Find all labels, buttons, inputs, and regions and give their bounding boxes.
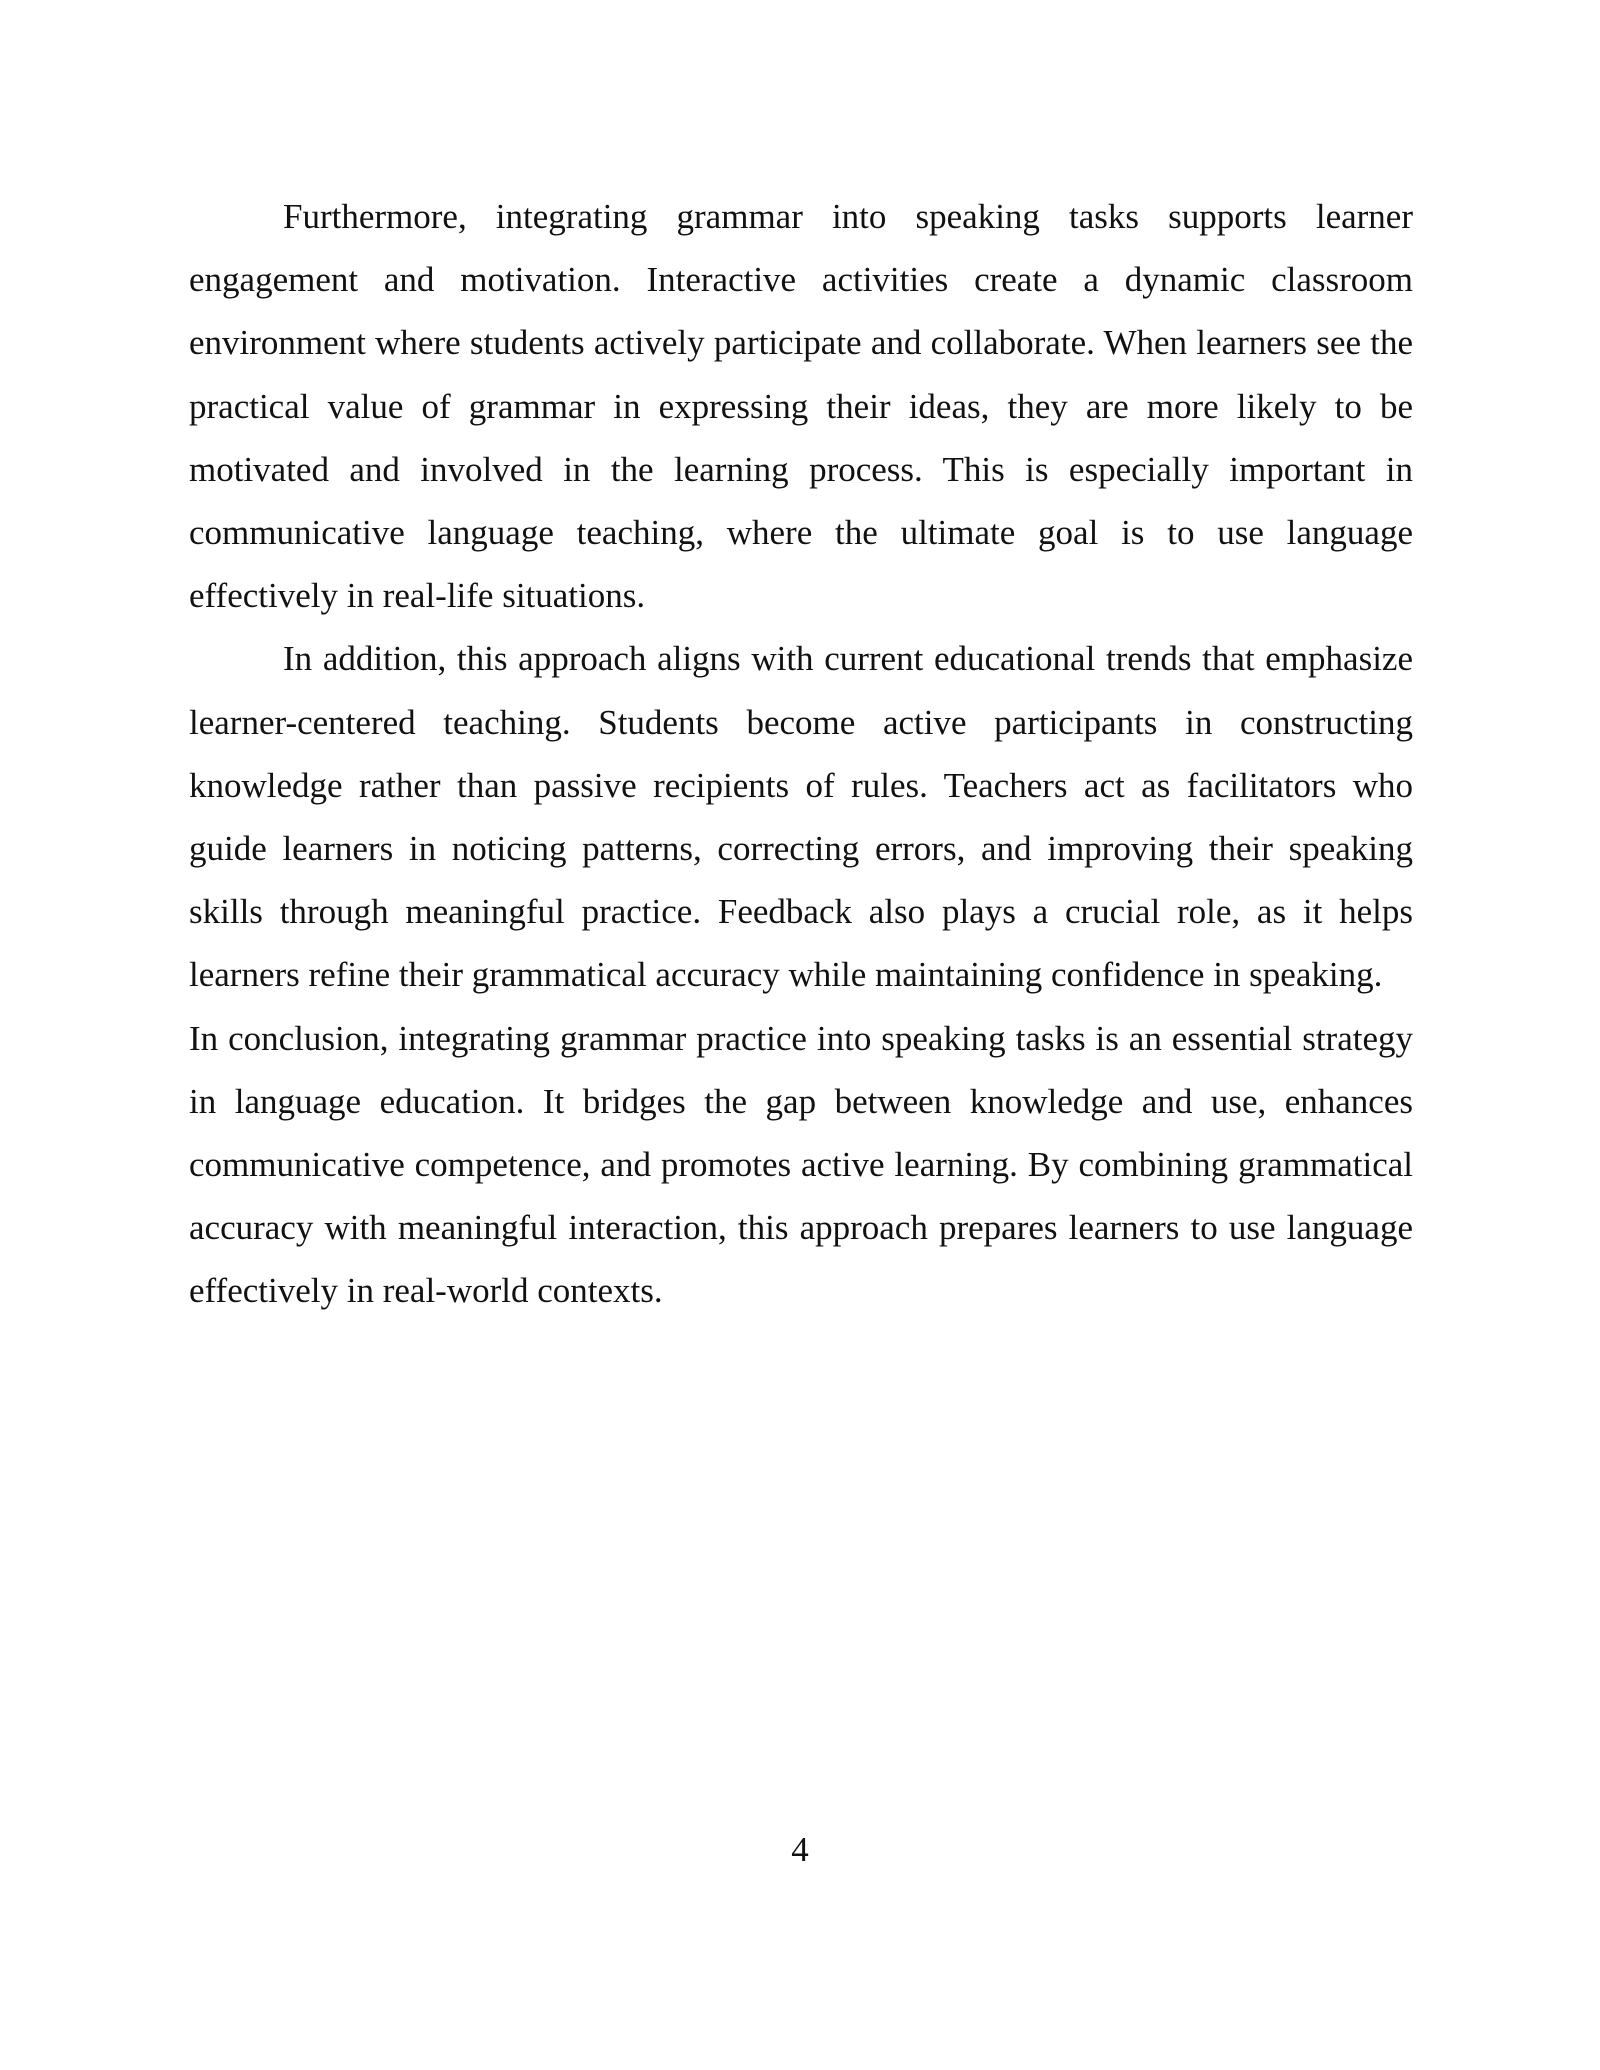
paragraph-engagement: Furthermore, integrating grammar into speaking tasks supports learner engagement and motivation. Interactive activities create a dynamic classroom environment where students actively participate and collaborate. When learners see the practical value of grammar in expressing their ideas, they are more likely to be motivated and involved in the learning process. This is especially important in communicative language teaching, where the ultimate goal is to use language effectively in real-life situations.	[189, 197, 1413, 616]
paragraph-learner-centered: In addition, this approach aligns with current educational trends that emphasize learner-centered teaching. Students become active participants in constructing knowledge rather than passive recipients of rules. Teachers act as facilitators who guide learners in noticing patterns, correcting errors, and improving their speaking skills through meaningful practice. Feedback also plays a crucial role, as it helps learners refine their grammatical accuracy while maintaining confidence in speaking.	[189, 639, 1413, 995]
page-number: 4	[791, 1830, 809, 1869]
body-text	[189, 185, 1413, 1323]
paragraph-conclusion: In conclusion, integrating grammar practice into speaking tasks is an essential strategy in language education. It bridges the gap between knowledge and use, enhances communicative competence, and promotes active learning. By combining grammatical accuracy with meaningful interaction, this approach prepares learners to use language effectively in real-world contexts.	[189, 1018, 1413, 1311]
